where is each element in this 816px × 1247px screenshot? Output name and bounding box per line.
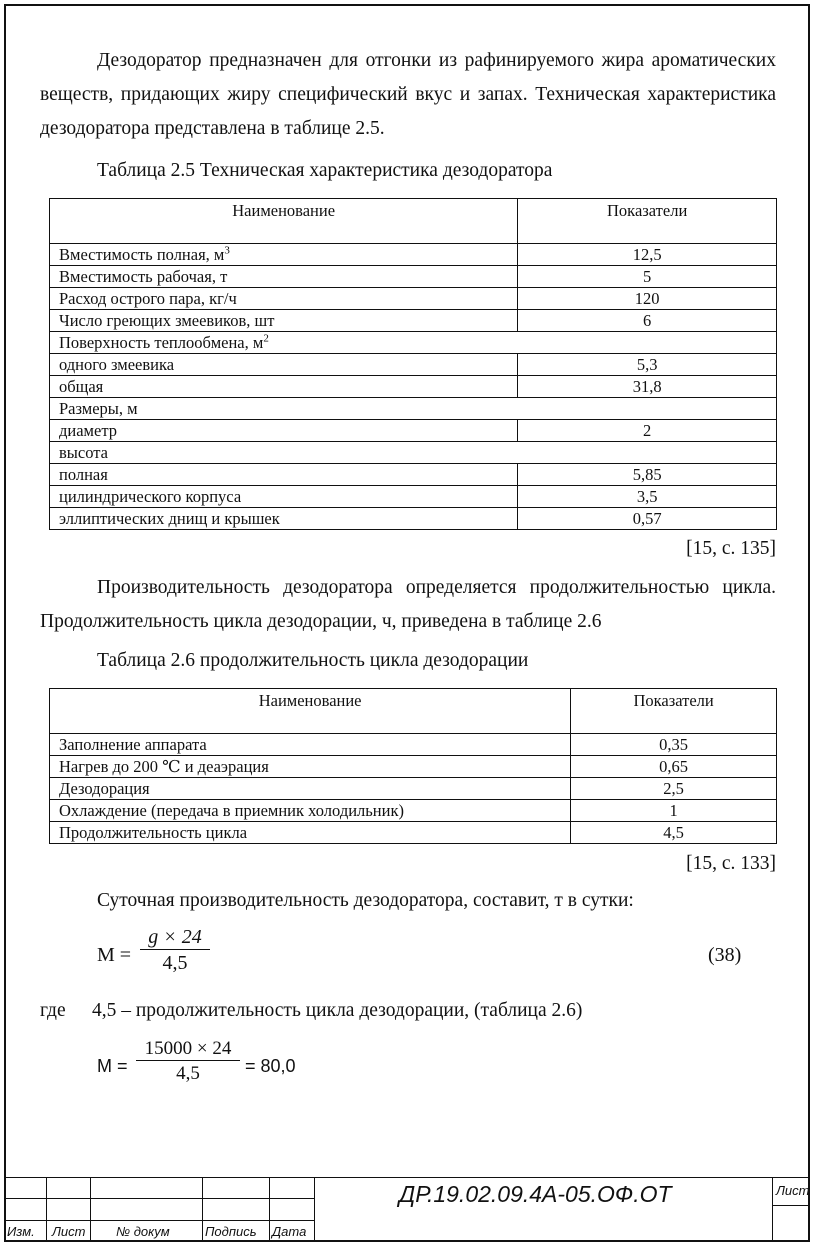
row-name-text: Нагрев до 200 ℃ и деаэрация — [59, 756, 269, 776]
row-name-text: высота — [59, 442, 108, 462]
stamp-line — [772, 1205, 810, 1206]
row-value: 0,35 — [571, 734, 777, 756]
table-row — [50, 332, 777, 354]
table-2-5-caption: Таблица 2.5 Техническая характеристика дезодоратора — [97, 160, 553, 181]
formula-2-denominator: 4,5 — [176, 1063, 200, 1084]
table-row — [50, 398, 777, 420]
formula-1-lhs: М = — [97, 944, 132, 966]
row-value: 120 — [518, 288, 777, 310]
stamp-line — [202, 1177, 203, 1242]
row-name — [50, 464, 518, 486]
table-row — [50, 442, 777, 464]
row-value: 31,8 — [518, 376, 777, 398]
row-name — [50, 332, 777, 354]
row-name-text: Поверхность теплообмена, м — [59, 332, 264, 352]
table-row — [50, 508, 777, 530]
formula-1-fraction — [140, 926, 210, 975]
row-name-text: Продолжительность цикла — [59, 822, 248, 842]
where-text: 4,5 – продолжительность цикла дезодорации, (таблица 2.6) — [92, 1000, 583, 1021]
stamp-line — [46, 1177, 47, 1242]
header-value: Показатели — [518, 199, 777, 244]
where-label: где — [40, 1000, 66, 1021]
row-name — [50, 244, 518, 266]
stamp-line — [4, 1220, 314, 1221]
table-row — [50, 266, 777, 288]
intro-paragraph: Дезодоратор предназначен для отгонки из рафинируемого жира ароматических веществ, придающих жиру специфический вкус и запах. Техническая характеристика дезодоратора представлена в таблице 2.5. — [40, 50, 776, 139]
row-name — [50, 756, 571, 778]
stamp-line — [90, 1177, 91, 1242]
formula-2-lhs: М = — [97, 1056, 128, 1076]
formula-2-numerator: 15000 × 24 — [144, 1038, 232, 1059]
row-name — [50, 442, 777, 464]
table-header-row — [50, 689, 777, 734]
row-value: 3,5 — [518, 486, 777, 508]
row-name — [50, 734, 571, 756]
row-value: 0,65 — [571, 756, 777, 778]
row-name — [50, 376, 518, 398]
stamp-line — [269, 1177, 270, 1242]
stamp-line — [314, 1177, 315, 1242]
row-value: 2,5 — [571, 778, 777, 800]
row-name — [50, 486, 518, 508]
table-2-6-source: [15, с. 133] — [686, 853, 776, 874]
stamp-line — [4, 1198, 314, 1199]
row-value: 0,57 — [518, 508, 777, 530]
document-code: ДР.19.02.09.4А-05.ОФ.ОТ — [399, 1181, 672, 1207]
row-value: 6 — [518, 310, 777, 332]
header-name: Наименование — [50, 689, 571, 734]
row-value: 1 — [571, 800, 777, 822]
row-name-text: диаметр — [59, 420, 117, 440]
table-header-row — [50, 199, 777, 244]
table-2-5-source: [15, с. 135] — [686, 538, 776, 559]
row-name — [50, 354, 518, 376]
stamp-list-label: Лист — [52, 1224, 86, 1239]
row-name-text: цилиндрического корпуса — [59, 486, 242, 506]
table-row — [50, 310, 777, 332]
table-row — [50, 244, 777, 266]
row-name — [50, 822, 571, 844]
stamp-date-label: Дата — [272, 1224, 307, 1239]
table-row — [50, 756, 777, 778]
formula-2-result: = 80,0 — [245, 1056, 296, 1076]
table-row — [50, 420, 777, 442]
table-row — [50, 778, 777, 800]
table-row — [50, 464, 777, 486]
formula-1-numerator: g × 24 — [148, 926, 202, 948]
row-name-text: Размеры, м — [59, 398, 138, 418]
table-row — [50, 288, 777, 310]
row-name-text: общая — [59, 376, 104, 396]
row-name — [50, 398, 777, 420]
row-name-text: эллиптических днищ и крышек — [59, 508, 280, 528]
table-row — [50, 822, 777, 844]
row-name-text: Вместимость полная, м — [59, 244, 225, 264]
daily-output-text: Суточная производительность дезодоратора, составит, т в сутки: — [97, 890, 634, 911]
row-name — [50, 508, 518, 530]
table-row — [50, 486, 777, 508]
row-value: 5 — [518, 266, 777, 288]
row-name — [50, 288, 518, 310]
row-name-text: Вместимость рабочая, т — [59, 266, 228, 286]
row-name-text: Охлаждение (передача в приемник холодильник) — [59, 800, 404, 820]
table-row — [50, 354, 777, 376]
formula-1-denominator: 4,5 — [162, 952, 188, 974]
stamp-docno-label: № докум — [116, 1224, 170, 1239]
row-superscript: 2 — [263, 332, 269, 344]
title-block — [4, 1177, 810, 1242]
table-row — [50, 376, 777, 398]
row-value: 5,3 — [518, 354, 777, 376]
row-name-text: Дезодорация — [59, 778, 150, 798]
stamp-line — [772, 1177, 773, 1242]
stamp-sheet-label: Лист — [776, 1183, 810, 1198]
row-name — [50, 420, 518, 442]
row-name — [50, 800, 571, 822]
row-name — [50, 310, 518, 332]
row-name — [50, 778, 571, 800]
row-name-text: Расход острого пара, кг/ч — [59, 288, 237, 308]
stamp-izm-label: Изм. — [7, 1224, 35, 1239]
row-name-text: Заполнение аппарата — [59, 734, 207, 754]
stamp-line — [4, 1177, 810, 1178]
row-value: 4,5 — [571, 822, 777, 844]
row-name — [50, 266, 518, 288]
table-2-6 — [49, 688, 777, 844]
table-row — [50, 734, 777, 756]
table-2-5 — [49, 198, 777, 530]
table-2-6-caption: Таблица 2.6 продолжительность цикла дезодорации — [97, 650, 529, 671]
stamp-sign-label: Подпись — [205, 1224, 257, 1239]
header-name: Наименование — [50, 199, 518, 244]
formula-2-fraction — [136, 1038, 240, 1085]
formula-1-number: (38) — [708, 944, 742, 966]
row-name-text: одного змеевика — [59, 354, 175, 374]
row-name-text: Число греющих змеевиков, шт — [59, 310, 275, 330]
row-value: 2 — [518, 420, 777, 442]
header-value: Показатели — [571, 689, 777, 734]
row-superscript: 3 — [224, 244, 230, 256]
cycle-paragraph: Производительность дезодоратора определяется продолжительностью цикла. Продолжительность цикла дезодорации, ч, приведена в таблице 2.6 — [40, 577, 776, 632]
table-row — [50, 800, 777, 822]
row-name-text: полная — [59, 464, 108, 484]
row-value: 5,85 — [518, 464, 777, 486]
row-value: 12,5 — [518, 244, 777, 266]
